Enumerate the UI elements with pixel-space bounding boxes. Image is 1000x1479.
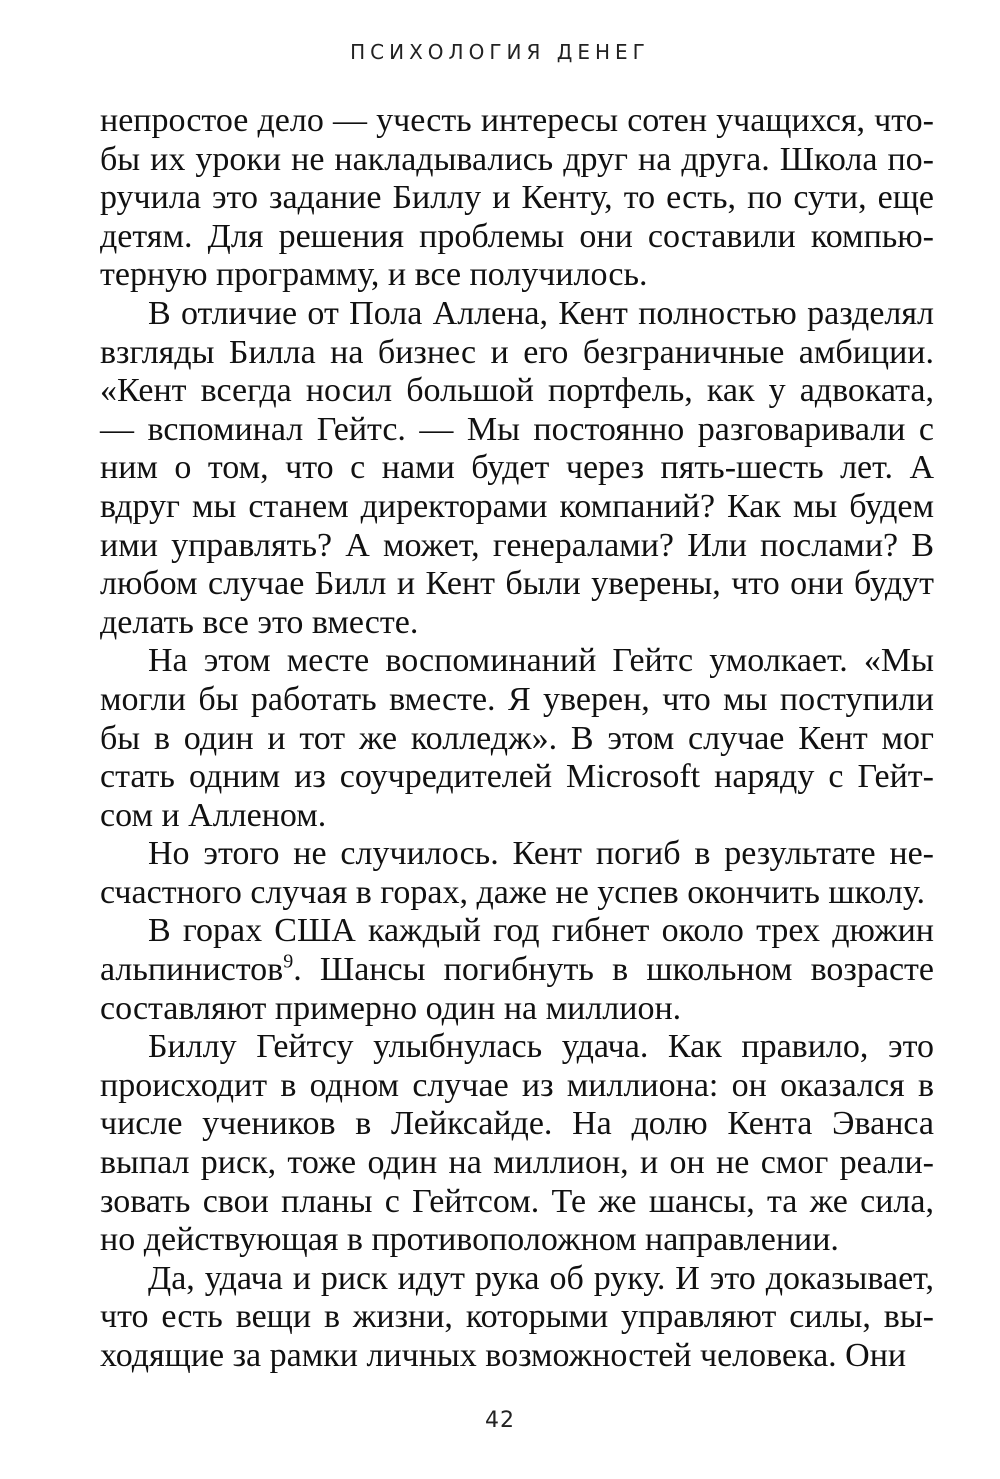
paragraph-7: Да, удача и риск идут рука об руку. И это доказывает, что есть вещи в жизни, которыми управляют силы, выходящие за рамки личных возможностей человека. Они: [100, 1259, 934, 1374]
paragraph-3: На этом месте воспоминаний Гейтс умолкает. «Мы могли бы работать вместе. Я уверен, что мы поступили бы в один и тот же колледж». В этом случае Кент мог стать одним из соучредителей Microsoft наряду с Гейтсом и Алленом.: [100, 642, 934, 834]
paragraph-6: Биллу Гейтсу улыбнулась удача. Как правило, это происходит в одном случае из миллиона: он оказался в числе учеников в Лейксайде. На долю Кента Эванса выпал риск, тоже один на миллион, и он не смог реализовать свои планы с Гейтсом. Те же шансы, та же сила, но действующая в противоположном направлении.: [100, 1028, 934, 1259]
paragraph-1: непростое дело — учесть интересы сотен учащихся, чтобы их уроки не накладывались друг на друга. Школа поручила это задание Биллу и Кенту, то есть, по сути, еще детям. Для решения проблемы они составили компьютерную программу, и все получилось.: [100, 102, 934, 294]
running-title: ПСИХОЛОГИЯ ДЕНЕГ: [350, 40, 650, 64]
footnote-reference[interactable]: 9: [283, 950, 294, 973]
page-number: 42: [485, 1408, 515, 1433]
paragraph-5: [100, 912, 934, 1028]
paragraph-4: Но этого не случилось. Кент погиб в результате несчастного случая в горах, даже не успев окончить школу.: [100, 835, 934, 911]
body-text: [100, 102, 934, 1376]
paragraph-5-text-before: В горах США каждый год гибнет около трех дюжин альпинистов: [100, 912, 934, 989]
paragraph-5-text-after: . Шансы погибнуть в школьном возрасте составляют примерно один на миллион.: [100, 951, 934, 1027]
paragraph-2: В отличие от Пола Аллена, Кент полностью разделял взгляды Билла на бизнес и его безграничные амбиции. «Кент всегда носил большой портфель, как у адвоката, — вспоминал Гейтс. — Мы постоянно разговаривали с ним о том, что с нами будет через пять-шесть лет. А вдруг мы станем директорами компаний? Как мы будем ими управлять? А может, генералами? Или послами? В любом случае Билл и Кент были уверены, что они будут делать все это вместе.: [100, 294, 934, 641]
